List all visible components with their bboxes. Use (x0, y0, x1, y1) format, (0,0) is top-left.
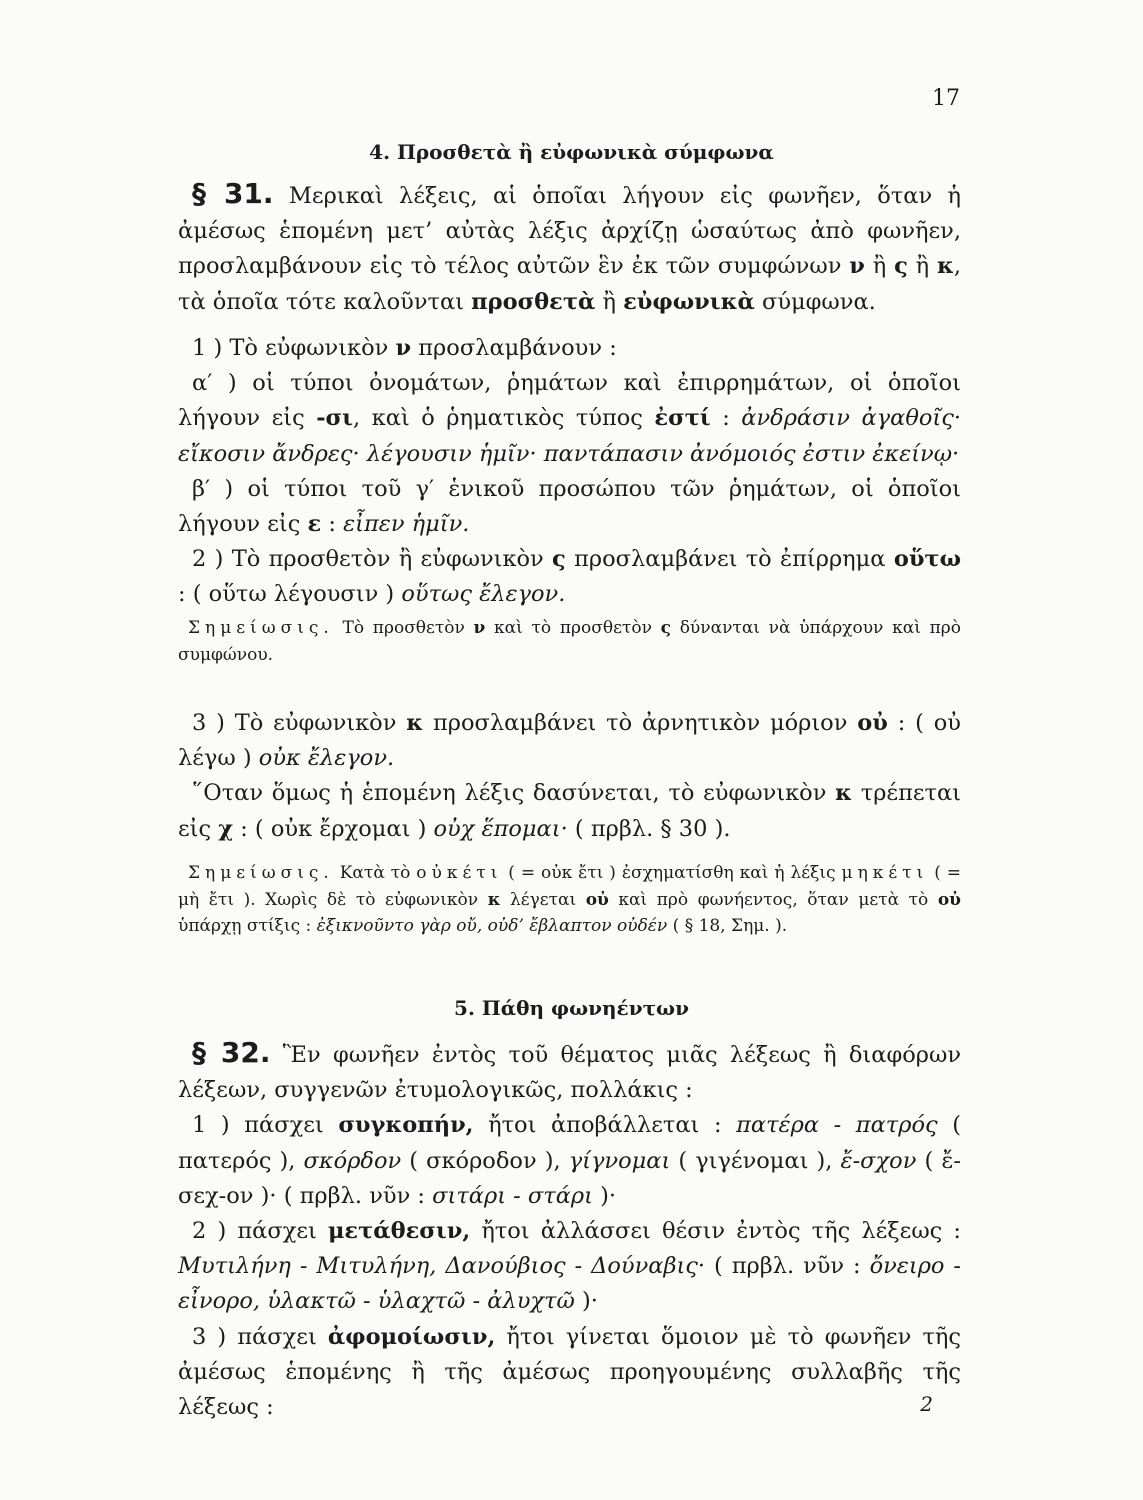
bold-term: οὐ (937, 889, 961, 910)
rule-syncope (178, 1108, 961, 1214)
text-run: ( γιγένομαι ), (670, 1147, 841, 1174)
bold-letter: ς (552, 546, 566, 573)
text-run: : ( οὕτω λέγουσιν ) (178, 581, 402, 608)
section-4-title: 4. Προσθετὰ ἢ εὐφωνικὰ σύμφωνα (369, 140, 774, 164)
rule-2 (178, 542, 961, 612)
bold-term: -σι (316, 405, 354, 432)
text-run: ἢ (907, 253, 937, 280)
rules-block (178, 331, 961, 613)
bold-term: εὐφωνικὰ (623, 288, 755, 315)
italic-examples: ὄνειρο - εἶνορο, ὑλακτῶ - ὑλαχτῶ - ἀλυχτῶ (178, 1253, 962, 1315)
bold-letter: ν (849, 253, 865, 280)
bold-term: προσθετὰ (471, 288, 596, 315)
note-2 (178, 860, 961, 940)
spaced-word: μηκέτι (841, 863, 929, 883)
text-run: ( § 18, Σημ. ). (667, 916, 788, 936)
text-run: σύμφωνα. (754, 288, 876, 315)
rule-3 (178, 706, 961, 776)
text-run: : (710, 405, 742, 432)
rule-1a (178, 366, 961, 472)
rule-assimilation (178, 1320, 961, 1426)
italic-examples: Μυτιλήνη - Μιτυλήνη, Δανούβιος - Δούναβις· (178, 1253, 706, 1280)
text-run: τρέπεται εἰς (178, 780, 961, 842)
text-run: : ( οὐ λέγω ) (178, 710, 961, 772)
bold-letter: κ (487, 889, 501, 910)
section-sign-32: § 32. (192, 1036, 271, 1069)
bold-letter: ν (395, 335, 412, 361)
italic-examples: οὐκ ἔλεγον. (258, 745, 395, 772)
rule-metathesis (178, 1214, 961, 1320)
text-run: ( πρβλ. § 30 ). (567, 815, 731, 842)
note-1-block (178, 615, 961, 668)
text-run: ἤτοι ἀλλάσσει θέσιν ἐντὸς τῆς λέξεως : (470, 1218, 961, 1245)
bold-letter: κ (835, 780, 852, 807)
bold-term: οὐ (857, 710, 888, 736)
bold-letter: κ (936, 253, 954, 280)
bold-term: μετάθεσιν, (327, 1218, 471, 1245)
text-run: προσλαμβάνει τὸ ἐπίρρημα (565, 546, 894, 573)
text-run: ἤτοι γίνεται ὅμοιον μὲ τὸ φωνῆεν τῆς ἀμέσως ἑπομένης ἢ τῆς ἀμέσως προηγουμένης συλλαβῆς τῆς λέξεως : (178, 1323, 961, 1421)
bold-term: ἀφομοίωσιν, (327, 1323, 496, 1350)
text-run: 2 ) πάσχει (192, 1218, 328, 1245)
text-run: 3 ) πάσχει (192, 1323, 328, 1350)
text-run: 3 ) Τὸ εὐφωνικὸν (192, 710, 407, 736)
note-label: Σημείωσις. (188, 618, 334, 638)
italic-examples: πατέρα - πατρός (736, 1112, 938, 1139)
section-sign-31: § 31. (192, 177, 274, 210)
rule-3-block (178, 706, 961, 847)
text-run: ( = μὴ ἔτι ). Χωρὶς δὲ τὸ εὐφωνικὸν (178, 863, 962, 910)
text-run: ( = οὐκ ἔτι ) ἐσχηματίσθη καὶ ἡ λέξις (502, 863, 842, 883)
note-2-block (178, 860, 961, 940)
text-run: ἢ (595, 288, 624, 315)
italic-examples: εἶπεν ἡμῖν. (343, 511, 470, 538)
bold-term: οὕτω (893, 546, 961, 573)
text-run: 2 ) Τὸ προσθετὸν ἢ εὐφωνικὸν (192, 546, 553, 573)
text-run: β′ ) οἱ τύποι τοῦ γ′ ἑνικοῦ προσώπου τῶν ῥημάτων, οἱ ὁποῖοι λήγουν εἰς (178, 475, 961, 538)
note-label: Σημείωσις. (188, 863, 334, 883)
paragraph-32-block (178, 1035, 961, 1425)
italic-examples: ἐξικνοῦντο γὰρ οὔ, οὐδ’ ἔβλαπτον οὐδέν (316, 916, 668, 936)
signature-mark: 2 (920, 1392, 933, 1416)
rule-1b (178, 472, 961, 542)
italic-examples: γίγνομαι (568, 1147, 671, 1174)
text-run: δύνανται νὰ ὑπάρχουν καὶ πρὸ συμφώνου. (178, 618, 961, 665)
italic-examples: οὕτως ἔλεγον. (401, 581, 566, 608)
text-run: καὶ τὸ προσθετὸν (485, 618, 661, 638)
text-run: Ἓν φωνῆεν ἐντὸς τοῦ θέματος μιᾶς λέξεως ἢ διαφόρων λέξεων, συγγενῶν ἐτυμολογικῶς, πολλάκις : (178, 1042, 962, 1104)
text-run: ὑπάρχῃ στίξις : (178, 916, 317, 936)
bold-letter: ν (473, 618, 486, 638)
bold-term: ἐστί (654, 405, 711, 432)
italic-examples: ἀνδράσιν ἀγαθοῖς· εἴκοσιν ἄνδρες· λέγουσιν ἡμῖν· παντάπασιν ἀνόμοιός ἐστιν ἐκείνῳ· (178, 405, 961, 467)
bold-letter: ς (660, 618, 671, 638)
italic-examples: σιτάρι - στάρι (432, 1182, 593, 1209)
text-run: , τὰ ὁποῖα τότε καλοῦνται (178, 253, 961, 315)
text-run: : (321, 511, 344, 538)
text-run: προσλαμβάνουν : (411, 335, 617, 361)
italic-examples: σκόρδον (303, 1147, 402, 1174)
text-run: Τὸ προσθετὸν (333, 618, 474, 638)
text-run: 1 ) Τὸ εὐφωνικὸν (192, 335, 396, 361)
text-run: : ( οὐκ ἔρχομαι ) (233, 815, 434, 842)
italic-examples: ἔ-σχον (840, 1147, 917, 1174)
italic-examples: οὐχ ἕπομαι· (433, 815, 568, 842)
rule-1 (178, 331, 961, 366)
bold-letter: κ (406, 710, 424, 736)
bold-term: οὐ (585, 889, 609, 910)
text-run: καὶ πρὸ φωνήεντος, ὅταν μετὰ τὸ (608, 889, 938, 910)
paragraph-32 (178, 1035, 961, 1108)
text-run: ( πρβλ. νῦν : (705, 1253, 870, 1280)
text-run: 1 ) πάσχει (192, 1112, 339, 1139)
text-run: Μερικαὶ λέξεις, αἱ ὁποῖαι λήγουν εἰς φωνῆεν, ὅταν ἡ ἀμέσως ἑπομένη μετ’ αὐτὰς λέξις ἀρχίζῃ ὡσαύτως ἀπὸ φωνῆεν, προσλαμβάνουν εἰς τὸ τέλος αὐτῶν ἓν ἐκ τῶν συμφώνων (178, 183, 961, 280)
text-run: )· (574, 1288, 598, 1315)
text-run: ( ἔ-σεχ-ον )· ( πρβλ. νῦν : (178, 1147, 961, 1209)
bold-letter: χ (218, 815, 234, 842)
bold-letter: ς (894, 253, 908, 280)
text-run: ἢ (864, 253, 895, 280)
bold-letter: ε (307, 511, 322, 538)
rule-3-continued (178, 776, 961, 846)
text-run: ἤτοι ἀποβάλλεται : (473, 1112, 737, 1139)
text-run: προσλαμβάνει τὸ ἀρνητικὸν μόριον (423, 710, 858, 736)
section-5-title: 5. Πάθη φωνηέντων (454, 996, 689, 1020)
text-run: ( πατερός ), (178, 1112, 961, 1174)
text-run: , καὶ ὁ ῥηματικὸς τύπος (353, 405, 655, 432)
text-run: ῞Οταν ὅμως ἡ ἑπομένη λέξις δασύνεται, τὸ εὐφωνικὸν (192, 780, 836, 807)
bold-term: συγκοπήν, (338, 1112, 474, 1139)
spaced-word: οὐκέτι (416, 863, 503, 883)
note-1 (178, 615, 961, 668)
page-number: 17 (932, 86, 960, 111)
paragraph-31-block (178, 176, 961, 320)
text-run: ( σκόροδον ), (401, 1147, 569, 1174)
paragraph-31 (178, 176, 961, 320)
text-run: λέγεται (500, 889, 586, 910)
text-run: Κατὰ τὸ (333, 863, 417, 883)
text-run: α′ ) οἱ τύποι ὀνομάτων, ῥημάτων καὶ ἐπιρρημάτων, οἱ ὁποῖοι λήγουν εἰς (178, 370, 961, 432)
text-run: )· (593, 1182, 617, 1209)
